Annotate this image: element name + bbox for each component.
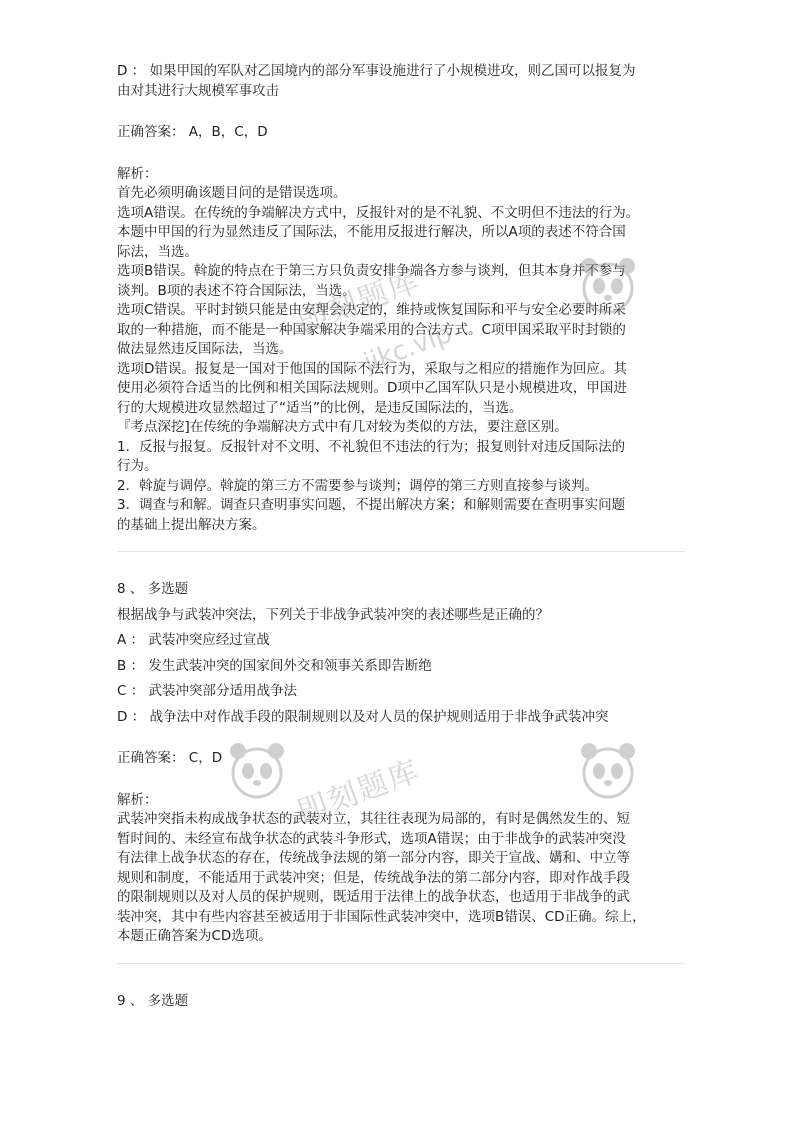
q7-analysis-line: 取的一种措施，而不能是一种国家解决争端采用的合法方式。C项甲国采取平时封锁的 — [117, 321, 626, 338]
q8-analysis-line: 的限制规则以及对人员的保护规则，既适用于法律上的战争状态，也适用于非战争的武 — [117, 889, 630, 905]
q7-analysis-line: 行为。 — [117, 458, 158, 474]
q7-analysis-line: 2．斡旋与调停。斡旋的第三方不需要参与谈判；调停的第三方则直接参与谈判。 — [117, 477, 599, 494]
q7-analysis-line: 的基础上提出解决方案。 — [117, 516, 266, 533]
q7-analysis-line: 选项D错误。报复是一国对于他国的国际不法行为，采取与之相应的措施作为回应。其 — [117, 360, 627, 377]
q7-analysis-line: 首先必须明确该题目问的是错误选项。 — [117, 185, 347, 201]
q7-correct-answer: 正确答案： A，B，C，D — [117, 124, 268, 140]
q7-analysis-line: 际法，当选。 — [117, 243, 198, 260]
q8-analysis-line: 武装冲突指未构成战争状态的武装对立，其往往表现为局部的，有时是偶然发生的、短 — [117, 811, 630, 827]
q8-header: 8 、 多选题 — [117, 581, 189, 597]
q7-option-d-cont: 由对其进行大规模军事攻击 — [117, 82, 279, 99]
q8-analysis-line: 暂时间的、未经宣布战争状态的武装斗争形式，选项A错误；由于非战争的武装冲突没 — [117, 830, 626, 847]
q7-analysis-line: 本题中甲国的行为显然违反了国际法，不能用反报进行解决，所以A项的表述不符合国 — [117, 224, 626, 240]
q7-analysis-label: 解析： — [117, 165, 158, 182]
q8-option-c: C ： 武装冲突部分适用战争法 — [117, 683, 298, 699]
q8-option-d: D ： 战争法中对作战手段的限制规则以及对人员的保护规则适用于非战争武装冲突 — [117, 708, 609, 725]
q8-analysis-line: 本题正确答案为CD选项。 — [117, 928, 272, 944]
q7-analysis-line: 使用必须符合适当的比例和相关国际法规则。D项中乙国军队只是小规模进攻，甲国进 — [117, 380, 627, 396]
q7-analysis-line: 做法显然违反国际法，当选。 — [117, 341, 293, 357]
q8-analysis-label: 解析： — [117, 791, 158, 808]
q8-option-b: B ： 发生武装冲突的国家间外交和领事关系即告断绝 — [117, 657, 432, 674]
q8-analysis-line: 有法律上战争状态的存在，传统战争法规的第一部分内容，即关于宣战、媾和、中立等 — [117, 850, 630, 866]
q8-correct-answer: 正确答案： C，D — [117, 750, 223, 766]
q9-header: 9 、 多选题 — [117, 992, 189, 1009]
q7-analysis-line: 选项A错误。在传统的争端解决方式中，反报针对的是不礼貌、不文明但不违法的行为。 — [117, 204, 640, 221]
q7-option-d: D ： 如果甲国的军队对乙国境内的部分军事设施进行了小规模进攻，则乙国可以报复为 — [117, 63, 636, 79]
q7-analysis-line: 3．调查与和解。调查只查明事实问题，不提出解决方案；和解则需要在查明事实问题 — [117, 497, 626, 513]
q7-analysis-line: 选项B错误。斡旋的特点在于第三方只负责安排争端各方参与谈判，但其本身并不参与 — [117, 263, 626, 279]
q7-analysis-line: 1．反报与报复。反报针对不文明、不礼貌但不违法的行为；报复则针对违反国际法的 — [117, 438, 626, 455]
q8-option-a: A ： 武装冲突应经过宣战 — [117, 632, 270, 648]
q7-analysis-line: 谈判。B项的表述不符合国际法，当选。 — [117, 282, 356, 299]
q7-analysis-line: 『考点深挖]在传统的争端解决方式中有几对较为类似的方法，要注意区别。 — [117, 419, 568, 435]
watermark-brand-text: 即刻题库 — [292, 753, 425, 831]
q8-analysis-line: 装冲突，其中有些内容甚至被适用于非国际性武装冲突中，选项B错误、CD正确。综上， — [117, 908, 646, 925]
q7-analysis-line: 选项C错误。平时封锁只能是由安理会决定的，维持或恢复国际和平与安全必要时所采 — [117, 302, 626, 318]
q8-analysis-line: 规则和制度，不能适用于武装冲突；但是，传统战争法的第二部分内容，即对作战手段 — [117, 869, 630, 886]
watermark-brand-text: 即刻题库 — [292, 263, 425, 341]
watermark-url-text: jikc.vip — [360, 318, 456, 379]
q7-analysis-line: 行的大规模进攻显然超过了“适当”的比例，是违反国际法的，当选。 — [117, 399, 523, 416]
exam-page — [117, 62, 685, 1017]
q8-stem: 根据战争与武装冲突法，下列关于非战争武装冲突的表述哪些是正确的？ — [117, 606, 549, 623]
